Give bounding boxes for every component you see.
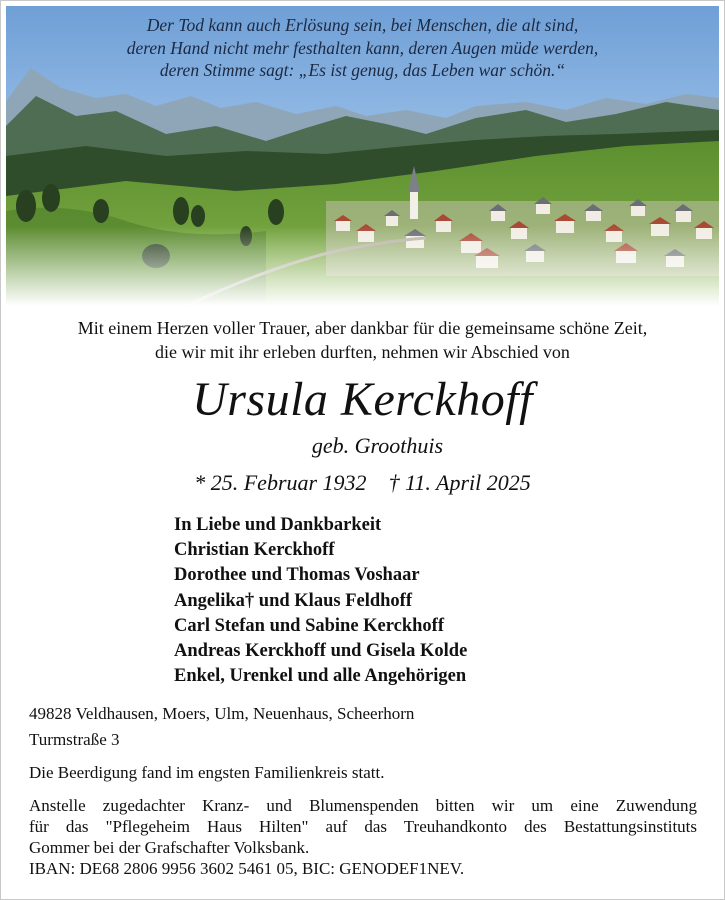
quote-line: deren Stimme sagt: „Es ist genug, das Leben war schön.“ [159, 60, 566, 80]
maiden-name: geb. Groothuis [311, 433, 444, 458]
burial-note: Die Beerdigung fand im engsten Familienkreis statt. [29, 763, 385, 782]
intro-text [0, 316, 725, 364]
intro-line: Mit einem Herzen voller Trauer, aber dankbar für die gemeinsame schöne Zeit, [77, 318, 648, 338]
deceased-name: Ursula Kerckhoff [192, 373, 533, 426]
death-date: † 11. April 2025 [388, 470, 531, 495]
address-street: Turmstraße 3 [29, 730, 120, 749]
birth-date: * 25. Februar 1932 [194, 470, 367, 495]
image-fade [6, 226, 719, 306]
intro-line: die wir mit ihr erleben durften, nehmen wir Abschied von [155, 342, 570, 362]
address-block [29, 701, 414, 753]
mourner-line: Dorothee und Thomas Voshaar [174, 565, 420, 586]
mourner-line: In Liebe und Dankbarkeit [174, 515, 382, 535]
address-places: 49828 Veldhausen, Moers, Ulm, Neuenhaus, Scheerhorn [29, 704, 415, 723]
church [410, 191, 418, 219]
mourners-list [174, 513, 467, 689]
donation-line: für das "Pflegeheim Haus Hilten" auf das Treuhandkonto des Bestattungsinstituts [29, 817, 697, 836]
life-dates [0, 468, 725, 498]
donation-line: Anstelle zugedachter Kranz- und Blumenspenden bitten wir um eine Zuwendung [29, 796, 697, 815]
mourner-line: Christian Kerckhoff [174, 540, 335, 561]
mourner-line: Angelika† und Klaus Feldhoff [174, 590, 412, 611]
donation-request [29, 795, 697, 879]
donation-line: Gommer bei der Grafschafter Volksbank. [29, 838, 310, 857]
mourner-line: Andreas Kerckhoff und Gisela Kolde [174, 641, 468, 662]
mourner-line: Carl Stefan und Sabine Kerckhoff [174, 615, 444, 636]
quote [6, 14, 719, 82]
mourner-line: Enkel, Urenkel und alle Angehörigen [174, 666, 467, 687]
quote-line: Der Tod kann auch Erlösung sein, bei Menschen, die alt sind, [146, 15, 579, 35]
bank-details: IBAN: DE68 2806 9956 3602 5461 05, BIC: GENODEF1NEV. [29, 859, 465, 878]
quote-line: deren Hand nicht mehr festhalten kann, deren Augen müde werden, [126, 37, 599, 58]
